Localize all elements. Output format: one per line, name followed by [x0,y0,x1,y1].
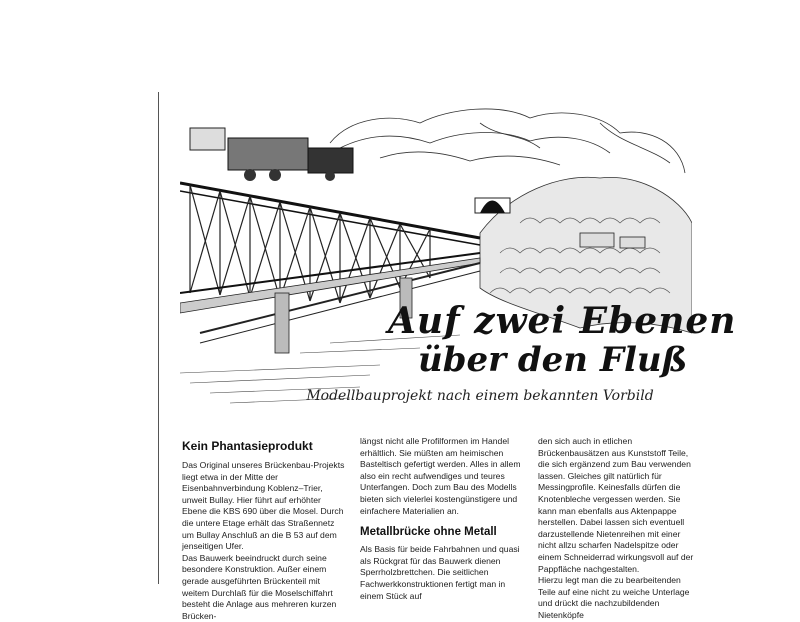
headline-line2: über den Fluß [418,340,688,380]
section-heading: Kein Phantasieprodukt [182,439,313,453]
paragraph: Als Basis für beide Fahrbahnen und quasi als Rückgrat für das Bauwerk dienen Sperrholzbrettchen. Die seitlichen Fachwerkkonstruktionen fertigt man in einem Stück auf [360,544,520,601]
paragraph: den sich auch in etlichen Brückenbausätzen aus Kunststoff Teile, die sich ergänzend zum Bau verwenden lassen. Gleiches gilt natürlich für Messingprofile. Keinesfalls dürfen die Knotenbleche vergessen werden. Sie kann man ebenfalls aus Aktenpappe herstellen. Dabei lassen sich eventuell darzustellende Nietenreihen mit einer nicht allzu scharfen Nadelspitze oder einem Schneiderrad wirkungsvoll auf der Pappfläche nachgestalten. [538,436,694,574]
headline-subtitle: Modellbauprojekt nach einem bekannten Vorbild [306,388,654,404]
paragraph: Das Original unseres Brückenbau-Projekts liegt etwa in der Mitte der Eisenbahnverbindung Koblenz–Trier, unweit Bullay. Hier führt auf erhöhter Ebene die KBS 690 über die Mosel. Durch die untere Etage erhält das Straßennetz um Bullay Anschluß an die B 53 auf dem jenseitigen Ufer. [182,460,345,552]
page-edge-line [158,92,159,584]
section-heading: Metallbrücke ohne Metall [360,526,497,539]
article-column-1 [182,436,346,622]
paragraph: Das Bauwerk beeindruckt durch seine besondere Konstruktion. Außer einem gerade ausgeführten Brückenteil mit weitem Durchlaß für die Moselschiffahrt besteht die Anlage aus mehreren kurzen Brücken- [182,552,337,621]
paragraph: längst nicht alle Profilformen im Handel erhältlich. Sie müßten am heimischen Basteltisch gefertigt werden. Alles in allem also ein recht aufwendiges und teures Unterfangen. Doch zum Bau des Modells bieten sich vielerlei kostengünstigere und einfachere Materialien an. [360,436,521,516]
article-column-3 [538,436,700,622]
article-column-2 [360,436,524,602]
paragraph: Hierzu legt man die zu bearbeitenden Teile auf eine nicht zu weiche Unterlage und drückt die nachzubildenden Nietenköpfe [538,575,690,620]
headline-line1: Auf zwei Ebenen [388,300,737,342]
